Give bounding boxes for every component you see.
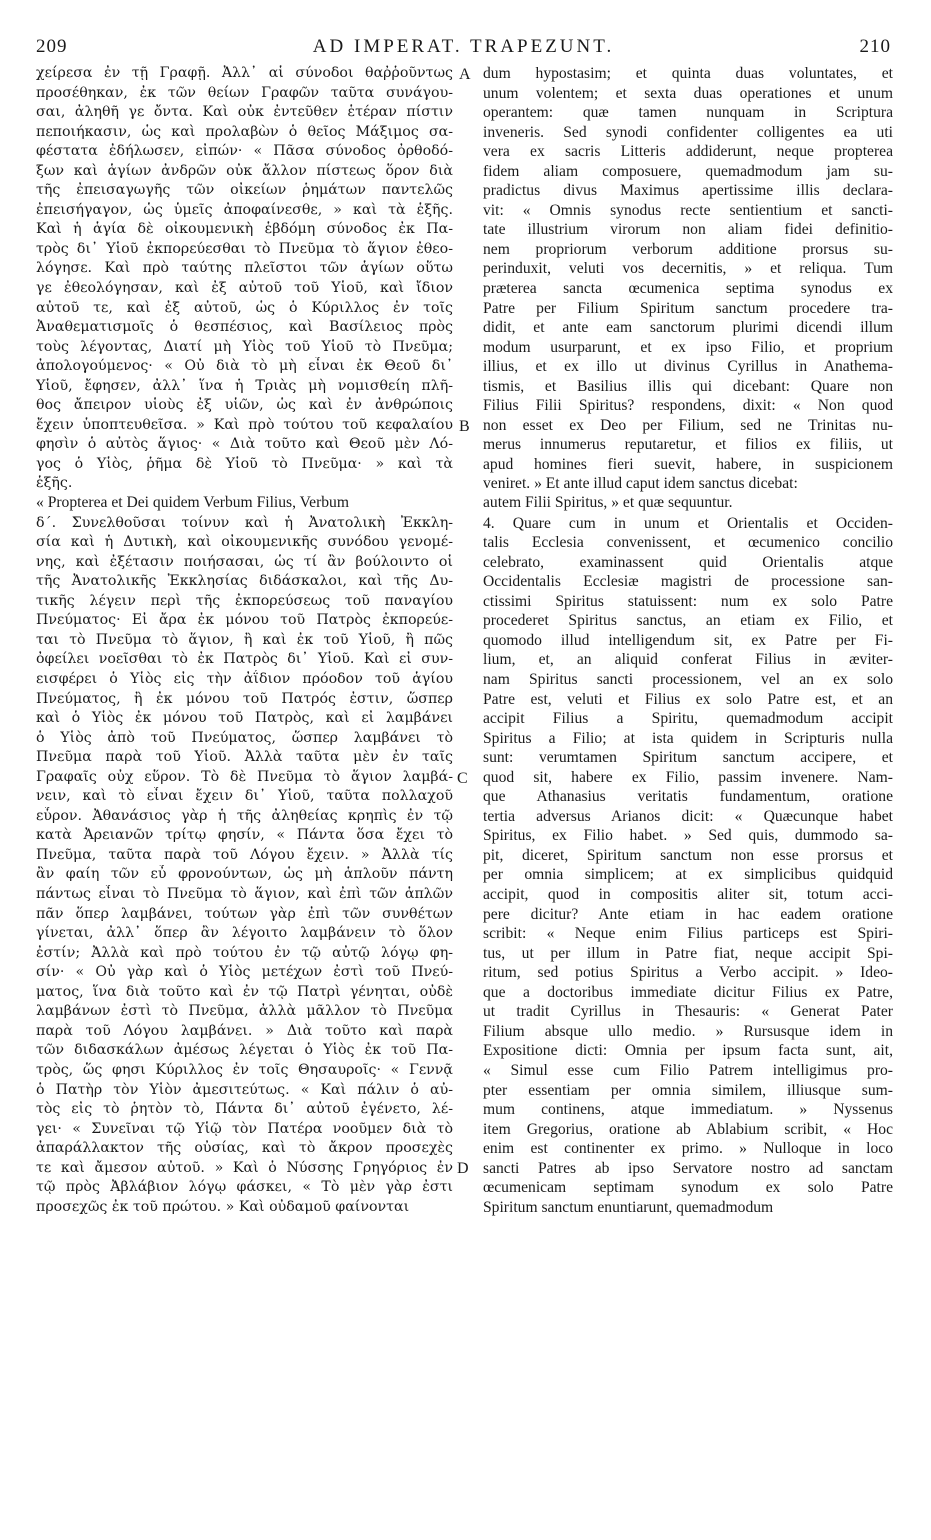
greek-text-line: Καὶ ἡ ἁγία δὲ οἰκουμενικὴ ἑβδόμη σύνοδος ἐκ Πα-: [36, 221, 453, 238]
latin-text-line: enim est continenter ex primo. » Nulloque in loco: [483, 1140, 893, 1158]
greek-text-line: προσέθηκαν, ἐκ τῶν θείων Γραφῶν ταῦτα συνάγου-: [36, 84, 453, 101]
greek-text-line: πεποιήκασιν, ὡς καὶ προλαβὼν ὁ θεῖος Μάξιμος σα-: [36, 123, 453, 140]
latin-text-line: accipit Filius a Spiritu, quemadmodum accipit: [483, 710, 893, 728]
greek-text-line: τε καὶ ἄμεσον αὐτοῦ. » Καὶ ὁ Νύσσης Γρηγόριος ἐν: [36, 1159, 453, 1176]
latin-text-line: que Athanasius veritatis fundamentum, oratione: [483, 788, 893, 806]
greek-text-line: εὗρον. Ἀθανάσιος γὰρ ἡ τῆς ἀληθείας κρηπὶς ἐν τῷ: [36, 807, 453, 824]
greek-text-line: δ΄. Συνελθοῦσαι τοίνυν καὶ ἡ Ἀνατολικὴ Ἐκκλη-: [36, 514, 453, 531]
greek-text-line: ἀπαράλλακτον τῆς οὐσίας, καὶ τὸ ἄκρον προσεχὲς: [36, 1140, 453, 1157]
latin-text-line: tertia adversus Arianos dicit: « Quæcunque habet: [483, 807, 893, 825]
greek-text-line: τῆς ἐπεισαγωγῆς τῶν οἰκείων ῥημάτων παντελῶς: [36, 182, 453, 199]
greek-text-line: ὁ Πατὴρ τὸν Υἱὸν ἀμεσιτεύτως. « Καὶ πάλιν ὁ αὐ-: [36, 1081, 453, 1098]
latin-text-line: dum hypostasim; et quinta duas voluntates, et: [483, 65, 893, 82]
latin-text-line: Patre per Filium Spiritum sanctum procedere tra-: [483, 299, 893, 317]
latin-text-line: non esset ex Deo per Filium, sed ne Trinitas nu-: [483, 416, 893, 434]
latin-text-line: nam Spiritus sancti processionem, vel an ex solo: [483, 671, 893, 689]
latin-text-line: unum volentem; et sexta duas operationes et unum: [483, 84, 893, 102]
greek-text-line: ἐπεισήγαγον, ὡς ὑμεῖς ἀποφαίνεσθε, » καὶ τὰ ἑξῆς.: [36, 201, 453, 218]
latin-text-line: ut tradit Cyrillus in Thesauris: « Generat Pater: [483, 1003, 893, 1021]
latin-text-line: Occidentalis Ecclesiæ magistri de processione san-: [483, 573, 893, 591]
latin-text-line: sancti Patres ab ipso Servatore nostro ad sanctam: [483, 1159, 893, 1177]
greek-text-line: τοὺς λέγοντας, Διατί μὴ Υἱὸς τοῦ Υἱοῦ τὸ Πνεῦμα;: [36, 338, 453, 355]
greek-text-line: λαμβάνων ἐστὶ τὸ Πνεῦμα, ἀλλὰ μᾶλλον τὸ Πνεῦμα: [36, 1003, 453, 1020]
latin-text-line: Spiritus a Filio; at ista quidem in Scripturis nulla: [483, 729, 893, 747]
latin-text-line: didit, et ante eam sanctorum plurimi dicendi illum: [483, 319, 893, 337]
greek-text-line: ἐστίν; Ἀλλὰ καὶ πρὸ τούτου ἐν τῷ αὐτῷ λόγῳ φη-: [36, 944, 453, 961]
greek-column-bottom: [36, 514, 453, 1218]
running-header: [36, 36, 891, 60]
running-title: AD IMPERAT. TRAPEZUNT.: [312, 36, 615, 57]
spanning-line-right: autem Filii Spiritus, » et quæ sequuntur.: [483, 494, 733, 512]
latin-text-line: tate illustrium virorum non aliam fidei definitio-: [483, 221, 893, 239]
latin-text-line: quod sit, habere ex Filio, passim invenere. Nam-: [483, 768, 893, 786]
greek-text-line: πᾶν ὅπερ λαμβάνει, τούτων γὰρ ἐπὶ τῶν συνθέτων: [36, 905, 453, 922]
greek-text-line: ὀφείλει νοεῖσθαι τὸ ἐκ Πατρὸς δι᾽ Υἱοῦ. Καὶ εἰ συν-: [36, 651, 453, 668]
latin-text-line: operantem: quæ tamen nunquam in Scriptura: [483, 104, 893, 122]
latin-text-line: nem propriorum verborum additione prorsus su-: [483, 240, 893, 258]
latin-text-line: pter essentiam per omnia similem, illiusque sum-: [483, 1081, 893, 1099]
latin-text-line: Spiritum sanctum enuntiarunt, quemadmodum: [483, 1198, 774, 1216]
greek-text-line: κατὰ Ἀρειανῶν τρίτῳ φησίν, « Πάντα ὅσα ἔχει τὸ: [36, 827, 453, 844]
latin-text-line: perinduxit, veluti vos decernitis, » et reliqua. Tum: [483, 260, 893, 278]
greek-text-line: τρὸς δι᾽ Υἱοῦ ἐκπορεύεσθαι τὸ Πνεῦμα τὸ ἅγιον ἐθεο-: [36, 240, 453, 257]
latin-text-line: quomodo illud intelligendum sit, ex Patre per Fi-: [483, 631, 893, 649]
greek-text-line: γος ὁ Υἱὸς, ῥῆμα δὲ Υἱοῦ τὸ Πνεῦμα· » καὶ τὰ: [36, 455, 453, 472]
latin-text-line: illius, et ex illo ut divinus Cyrillus in Anathema-: [483, 358, 893, 376]
latin-text-line: ctissimi Spiritus statuissent: num ex solo Patre: [483, 592, 893, 610]
latin-text-line: inveneris. Sed synodi confidenter colligentes ea uti: [483, 123, 893, 141]
greek-text-line: χείρεσα ἐν τῇ Γραφῇ. Ἀλλ᾽ αἱ σύνοδοι θαῤῥοῦντως: [36, 65, 453, 81]
greek-text-line: σία καὶ ἡ Δυτικὴ, καὶ οἰκουμενικῆς συνόδου γενομέ-: [36, 534, 453, 551]
latin-text-line: Spiritus, ex Filio habet. » Sed quis, dummodo sa-: [483, 827, 893, 845]
greek-text-line: ξων καὶ ἁγίων ἀνδρῶν οὐκ ἄλλον πίστεως ὅρον διὰ: [36, 162, 453, 179]
greek-text-line: φησὶν ὁ αὐτὸς ἅγιος· « Διὰ τοῦτο καὶ Θεοῦ μὲν Λό-: [36, 436, 453, 453]
latin-text-line: vit: « Omnis synodus recte sentientium et sancti-: [483, 201, 893, 219]
latin-text-line: talis Ecclesia convenissent, et œcumenico concilio: [483, 534, 893, 552]
latin-column-bottom: [483, 514, 893, 1218]
greek-text-line: Υἱοῦ, ἔφησεν, ἀλλ᾽ ἵνα ἡ Τριὰς μὴ νομισθείη πλῆ-: [36, 377, 453, 394]
greek-text-line: τῶν διδασκάλων ἀμέσως λέγεται ὁ Υἱὸς ἐκ τοῦ Πα-: [36, 1042, 453, 1059]
latin-text-line: 4. Quare cum in unum et Orientalis et Occiden-: [483, 514, 893, 532]
greek-text-line: φέστατα ἐδήλωσεν, εἰπών· « Πᾶσα σύνοδος ὀρθοδό-: [36, 143, 453, 160]
latin-text-line: fidem aliam composuere, quemadmodum jam su-: [483, 162, 893, 180]
greek-text-line: ἀπολογούμενος· « Οὐ διὰ τὸ μὴ εἶναι ἐκ Θεοῦ δι᾽: [36, 358, 453, 375]
latin-text-line: que a doctoribus immediate dicitur Filius ex Patre,: [483, 983, 893, 1001]
latin-text-line: Filius Filii Spiritus? respondens, dixit: « Non quod: [483, 397, 893, 415]
greek-text-line: αὐτοῦ τε, καὶ ἐξ αὐτοῦ, ὡς ὁ Κύριλλος ἐν τοῖς: [36, 299, 453, 316]
greek-text-line: νειν, καὶ τὸ εἶναι ἔχειν δι᾽ Υἱοῦ, ταῦτα πολλαχοῦ: [36, 788, 453, 805]
margin-marker-c: C: [457, 770, 468, 787]
greek-text-line: ἔχειν ὑποπτευθεῖσα. » Καὶ πρὸ τούτου τοῦ κεφαλαίου: [36, 416, 453, 433]
greek-text-line: νης, καὶ ἐξέτασιν ποιήσασαι, ὡς τί ἂν βούλοιντο οἱ: [36, 553, 453, 570]
latin-text-line: præterea sancta œcumenica septima synodus ex: [483, 280, 893, 298]
latin-text-line: sunt: verumtamen Spiritum sanctum accipere, et: [483, 749, 893, 767]
latin-text-line: per omnia simplicem; at ex simplicibus quidquid: [483, 866, 893, 884]
greek-text-line: Ἀναθεματισμοῖς ὁ θεσπέσιος, καὶ Βασίλειος πρὸς: [36, 319, 453, 336]
latin-text-line: vera ex sacris Litteris addiderunt, neque propterea: [483, 143, 893, 161]
latin-text-line: accipit, quod in compositis aliter sit, totum acci-: [483, 886, 893, 904]
greek-text-line: τρὸς, ὥς φησι Κύριλλος ἐν τοῖς Θησαυροῖς· « Γεννᾷ: [36, 1061, 453, 1078]
greek-text-line: παρὰ τοῦ Λόγου λαμβάνει. » Διὰ τοῦτο καὶ παρὰ: [36, 1022, 453, 1039]
left-page-number: 209: [36, 36, 68, 57]
greek-text-line: γε ἐθεολόγησαν, καὶ ἐξ αὐτοῦ τοῦ Υἱοῦ, καὶ ἴδιον: [36, 280, 453, 297]
latin-text-line: ritum, sed potius Spiritus a Verbo accipit. » Ideo-: [483, 964, 893, 982]
latin-text-line: celebrato, examinassent quid Orientalis atque: [483, 553, 893, 571]
greek-text-line: ἂν φαίη τῶν εὖ φρονούντων, ὡς μὴ ἁπλοῦν πάντη: [36, 866, 453, 883]
margin-marker-a: A: [459, 66, 471, 83]
greek-text-line: εισφέρει ὁ Υἱὸς εἰς τὴν ἀΐδιον πρόοδον τοῦ ἁγίου: [36, 671, 453, 688]
latin-text-line: merus innumerus reputaretur, et filios ex filiis, ut: [483, 436, 893, 454]
latin-text-line: modum usurparunt, et ex ipso Filio, et proprium: [483, 338, 893, 356]
latin-text-line: œcumenicam septimam synodum ex solo Patre: [483, 1179, 893, 1197]
latin-column-top: [483, 64, 893, 494]
greek-text-line: τὸς εἰς τὸ ῥητὸν τὸ, Πάντα δι᾽ αὐτοῦ ἐγένετο, λέ-: [36, 1101, 453, 1118]
latin-text-line: apud homines fieri suevit, habere, in suspicionem: [483, 455, 893, 473]
latin-text-line: mum continens, atque immediatum. » Nyssenus: [483, 1101, 893, 1119]
latin-text-line: « Simul esse cum Filio Patrem intelligimus pro-: [483, 1061, 893, 1079]
latin-text-line: pit, diceret, Spiritum sanctum non esse prorsus et: [483, 846, 893, 864]
latin-text-line: veniret. » Et ante illud caput idem sanctus dicebat:: [483, 475, 798, 493]
latin-text-line: procederet Spiritus sanctus, an etiam ex Filio, et: [483, 612, 893, 630]
latin-text-line: lium, et, an aliquid conferat Filius in æviter-: [483, 651, 893, 669]
greek-text-line: λόγησε. Καὶ πρὸ ταύτης πλεῖστοι τῶν ἁγίων οὕτω: [36, 260, 453, 277]
greek-text-line: ται τὸ Πνεῦμα τὸ ἅγιον, ἢ καὶ ἐκ τοῦ Υἱοῦ, ἢ πῶς: [36, 631, 453, 648]
greek-text-line: πάντως εἶναι τὸ Πνεῦμα τὸ ἅγιον, καὶ ἐπὶ τῶν ἁπλῶν: [36, 886, 453, 903]
latin-text-line: pere dicitur? Ante etiam in hac eadem oratione: [483, 905, 893, 923]
right-page-number: 210: [859, 36, 891, 57]
greek-text-line: γει· « Συνεῖναι τῷ Υἱῷ τὸν Πατέρα νοοῦμεν διὰ τὸ: [36, 1120, 453, 1137]
latin-text-line: Filium absque ullo medio. » Rursusque idem in: [483, 1022, 893, 1040]
greek-text-line: προσεχῶς ἐκ τοῦ πρώτου. » Καὶ οὐδαμοῦ φαίνονται: [36, 1198, 410, 1215]
latin-text-line: tismis, et Basilius illis qui dicebant: Quare non: [483, 377, 893, 395]
greek-text-line: τικῆς λέγειν περὶ τῆς ἐκπορεύσεως τοῦ παναγίου: [36, 592, 453, 609]
latin-text-line: scribit: « Neque enim Filius particeps est Spiri-: [483, 925, 893, 943]
greek-text-line: ματος, ἵνα διὰ τοῦτο καὶ ἐν τῷ Πατρὶ γένηται, οὐδὲ: [36, 983, 453, 1000]
greek-text-line: γίνεται, ἀλλ᾽ ὅπερ ἂν λέγοιτο λαμβάνειν τὸ ὅλον: [36, 925, 453, 942]
greek-text-line: Γραφαῖς οὐχ εὕρον. Τὸ δὲ Πνεῦμα τὸ ἅγιον λαμβά-: [36, 768, 453, 785]
greek-text-line: τῆς Ἀνατολικῆς Ἐκκλησίας διδάσκαλοι, καὶ τῆς Δυ-: [36, 573, 453, 590]
latin-text-line: pradictus divus Maximus apertissime illis declara-: [483, 182, 893, 200]
greek-text-line: ἑξῆς.: [36, 475, 73, 492]
greek-text-line: Πνεῦμα παρὰ τοῦ Υἱοῦ. Ἀλλὰ ταῦτα μὲν ἐν ταῖς: [36, 749, 453, 766]
greek-text-line: Πνεύματος, ἢ ἐκ μόνου τοῦ Πατρός ἐστιν, ὥσπερ: [36, 690, 453, 707]
latin-text-line: Expositione dicti: Omnia per ipsum facta sunt, ait,: [483, 1042, 893, 1060]
greek-text-line: καὶ ὁ Υἱὸς ἐκ μόνου τοῦ Πατρὸς, καὶ εἰ λαμβάνει: [36, 710, 453, 727]
greek-text-line: Πνεῦμα, ταῦτα παρὰ τοῦ Λόγου ἔχειν. » Ἀλλὰ τίς: [36, 846, 453, 863]
margin-marker-d: D: [457, 1160, 469, 1177]
latin-text-line: tus, ut per illum in Patre fiat, neque accipit Spi-: [483, 944, 893, 962]
greek-text-line: ὁ Υἱὸς ἀπὸ τοῦ Πνεύματος, ὥσπερ λαμβάνει τὸ: [36, 729, 453, 746]
spanning-line-left: « Propterea et Dei quidem Verbum Filius, Verbum: [36, 494, 349, 512]
greek-text-line: σίν· « Οὐ γὰρ καὶ ὁ Υἱὸς μετέχων ἐστὶ τοῦ Πνεύ-: [36, 964, 453, 981]
greek-column-top: [36, 64, 453, 494]
greek-text-line: σαι, ἀληθῆ γε ὄντα. Καὶ οὐκ ἐντεῦθεν ἑτέραν πίστιν: [36, 104, 453, 121]
latin-text-line: Patre est, veluti et Filius ex solo Patre est, et an: [483, 690, 893, 708]
greek-text-line: Πνεύματος· Εἰ ἄρα ἐκ μόνου τοῦ Πατρὸς ἐκπορεύε-: [36, 612, 453, 629]
latin-text-line: item Gregorius, oratione ab Ablabium scribit, « Hoc: [483, 1120, 893, 1138]
greek-text-line: θος ἄπειρον υἱοὺς ἐξ υἱῶν, ὡς καὶ ἐν ἀνθρώποις: [36, 397, 453, 414]
greek-text-line: τῷ πρὸς Ἀβλάβιον λόγῳ φάσκει, « Τὸ μὲν γὰρ ἐστι: [36, 1179, 453, 1196]
margin-marker-b: B: [459, 418, 470, 435]
